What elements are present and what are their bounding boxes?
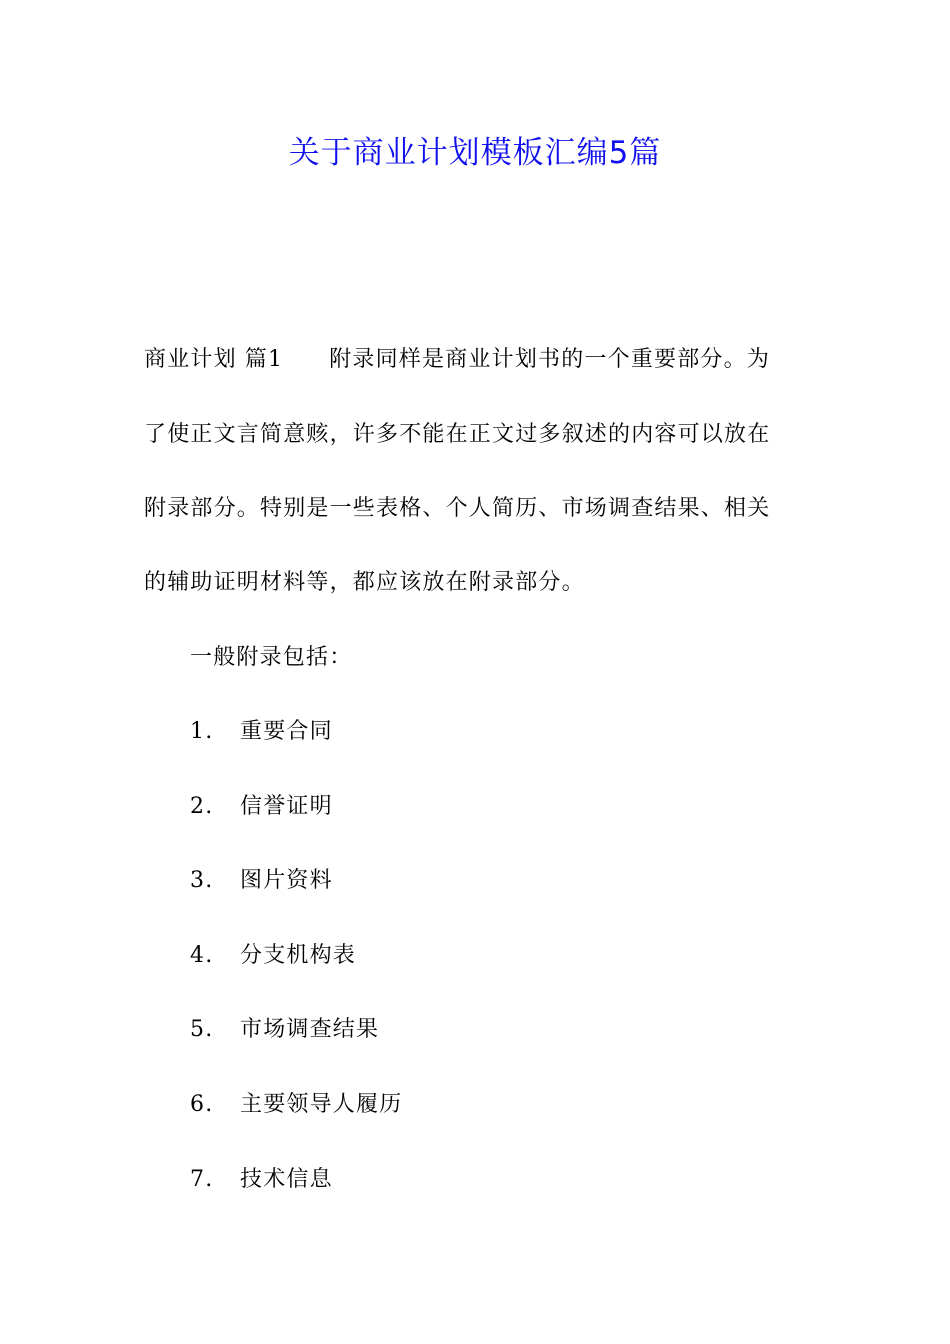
list-text: 分支机构表	[240, 943, 357, 968]
list-item	[190, 1160, 333, 1200]
list-text: 图片资料	[240, 868, 333, 893]
document-title: 关于商业计划模板汇编5篇	[288, 135, 662, 171]
list-number: 6.	[190, 1092, 214, 1117]
appendix-intro: 一般附录包括：	[190, 645, 353, 670]
paragraph-line: 了使正文言简意赅，许多不能在正文过多叙述的内容可以放在	[144, 422, 771, 447]
list-number: 4.	[190, 943, 214, 968]
list-item	[190, 712, 333, 752]
list-item	[190, 861, 333, 901]
list-number: 2.	[190, 794, 214, 819]
section-number: 篇1	[244, 347, 284, 372]
list-text: 信誉证明	[240, 794, 333, 819]
paragraph-line: 的辅助证明材料等，都应该放在附录部分。	[144, 570, 585, 595]
paragraph-line	[144, 340, 770, 380]
list-text: 技术信息	[240, 1167, 333, 1192]
list-number: 1.	[190, 719, 214, 744]
list-text: 主要领导人履历	[240, 1092, 403, 1117]
paragraph-text: 附录同样是商业计划书的一个重要部分。为	[329, 347, 771, 372]
list-text: 市场调查结果	[240, 1017, 380, 1042]
paragraph-line: 附录部分。特别是一些表格、个人简历、市场调查结果、相关	[144, 496, 771, 521]
list-item	[190, 936, 356, 976]
list-item	[190, 1085, 402, 1125]
list-item	[190, 787, 333, 827]
list-number: 5.	[190, 1017, 214, 1042]
section-label: 商业计划	[144, 347, 237, 372]
list-item	[190, 1010, 379, 1050]
list-text: 重要合同	[240, 719, 333, 744]
list-number: 3.	[190, 868, 214, 893]
list-number: 7.	[190, 1167, 214, 1192]
